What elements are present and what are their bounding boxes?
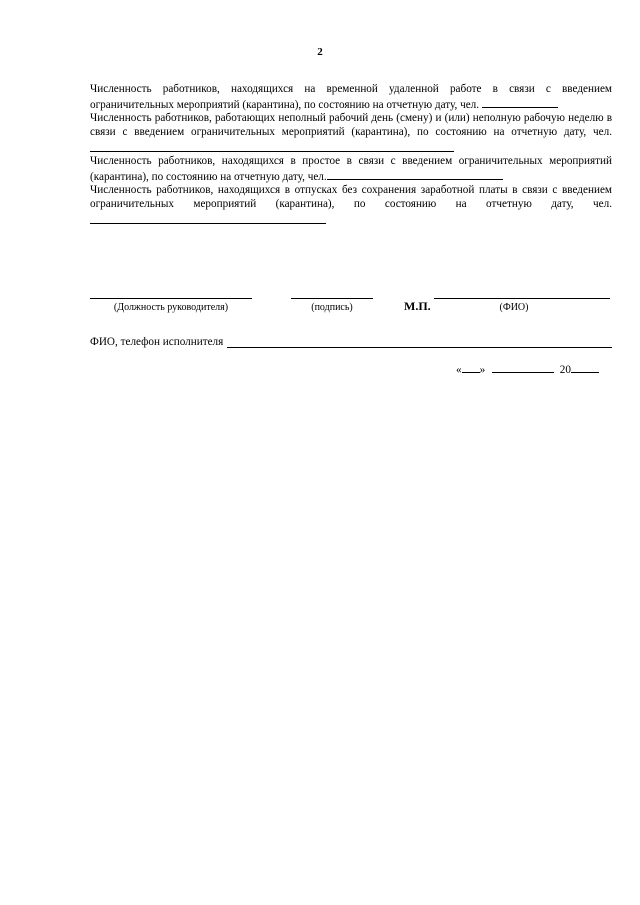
paragraph-downtime-text: Численность работников, находящихся в простое в связи с введением ограничительных мероприятий (карантина), по состоянию на отчетную дату, чел. (90, 155, 612, 184)
paragraph-part-time-text: Численность работников, работающих неполный рабочий день (смену) и (или) неполную рабочую неделю в связи с введением ограничительных мероприятий (карантина), по состоянию на отчетную дату, чел. (90, 112, 612, 139)
date-year-prefix: 20 (559, 364, 571, 376)
unpaid-leave-count-field[interactable] (90, 212, 326, 224)
name-signature-line[interactable] (434, 298, 610, 299)
signature-label: (подпись) (311, 302, 353, 313)
paragraph-unpaid-leave-text: Численность работников, находящихся в отпусках без сохранения заработной платы в связи с введением ограничительных мероприятий (карантина), по состоянию на отчетную дату, чел. (90, 184, 612, 211)
name-label: (ФИО) (499, 302, 529, 313)
paragraph-remote-work-text: Численность работников, находящихся на временной удаленной работе в связи с введением ограничительных мероприятий (карантина), по состоянию на отчетную дату, чел. (90, 83, 612, 112)
paragraph-downtime (90, 154, 612, 185)
date-row (456, 361, 599, 376)
date-close-quote: » (479, 364, 486, 376)
stamp-label: М.П. (404, 299, 431, 313)
date-month-field[interactable] (492, 361, 554, 373)
downtime-count-field[interactable] (327, 168, 503, 180)
page-number: 2 (317, 46, 323, 58)
executor-label: ФИО, телефон исполнителя (90, 336, 224, 348)
part-time-count-field[interactable] (90, 140, 454, 152)
date-year-field[interactable] (571, 361, 599, 373)
paragraph-unpaid-leave (90, 183, 612, 228)
executor-field[interactable] (227, 336, 612, 348)
paragraph-part-time (90, 111, 612, 156)
date-day-field[interactable] (462, 361, 480, 373)
position-signature-line[interactable] (90, 298, 252, 299)
paragraph-remote-work (90, 82, 612, 113)
executor-row (90, 336, 612, 348)
position-label: (Должность руководителя) (113, 302, 229, 313)
date-open-quote: « (456, 364, 462, 376)
signature-line[interactable] (291, 298, 373, 299)
remote-work-count-field[interactable] (482, 96, 558, 108)
